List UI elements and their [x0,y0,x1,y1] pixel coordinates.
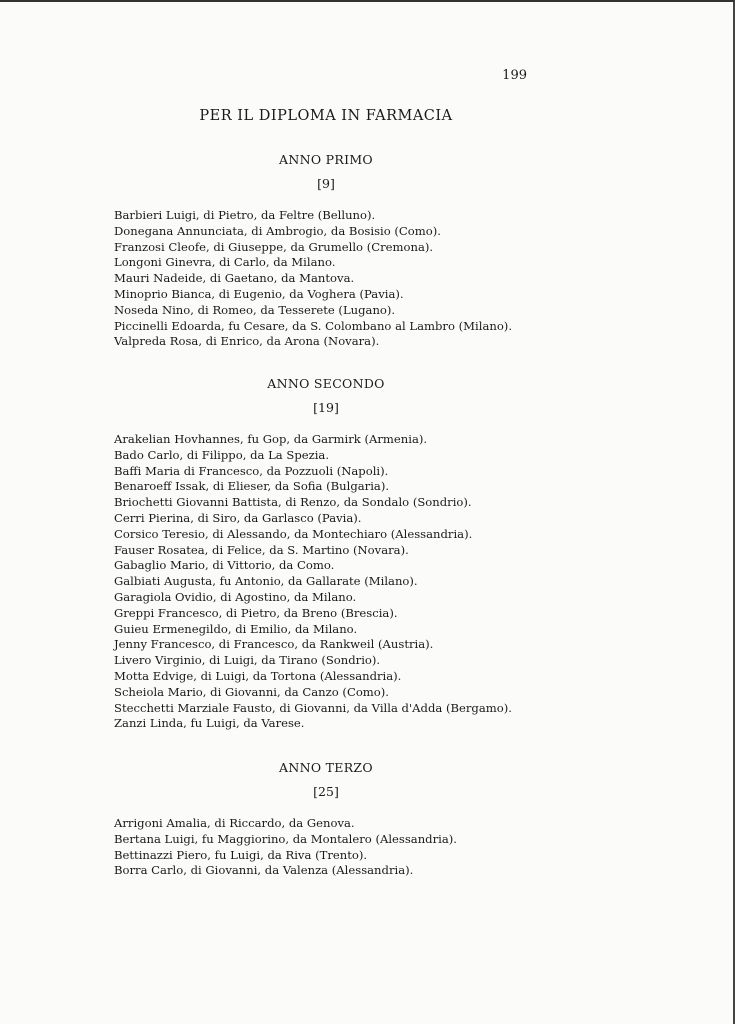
list-item: Jenny Francesco, di Francesco, da Rankweil (Austria). [114,637,434,652]
section-heading-anno-terzo: ANNO TERZO [279,760,373,775]
list-item: Greppi Francesco, di Pietro, da Breno (Brescia). [114,605,398,620]
list-item: Barbieri Luigi, di Pietro, da Feltre (Belluno). [114,208,376,222]
list-item: Borra Carlo, di Giovanni, da Valenza (Alessandria). [114,863,414,878]
list-item: Livero Virginio, di Luigi, da Tirano (Sondrio). [114,653,381,668]
list-item: Arrigoni Amalia, di Riccardo, da Genova. [114,816,355,830]
list-item: Baffi Maria di Francesco, da Pozzuoli (Napoli). [114,463,389,478]
list-item: Guieu Ermenegildo, di Emilio, da Milano. [114,621,358,636]
entry-list-anno-primo [114,208,512,350]
page-number: 199 [502,68,527,83]
list-item: Bertana Luigi, fu Maggiorino, da Montalero (Alessandria). [114,831,457,846]
list-item: Gabaglio Mario, di Vittorio, da Como. [114,558,335,573]
entry-list-anno-secondo [114,432,512,732]
page-title: PER IL DIPLOMA IN FARMACIA [199,108,453,124]
list-item: Corsico Teresio, di Alessando, da Montechiaro (Alessandria). [114,526,473,541]
entry-list-anno-terzo [114,816,457,879]
list-item: Benaroeff Issak, di Elieser, da Sofia (Bulgaria). [114,479,390,494]
section-heading-anno-primo: ANNO PRIMO [279,152,373,167]
list-item: Arakelian Hovhannes, fu Gop, da Garmirk (Armenia). [114,432,428,446]
section-count-anno-secondo: [19] [313,400,339,415]
section-heading-anno-secondo: ANNO SECONDO [267,376,385,391]
list-item: Motta Edvige, di Luigi, da Tortona (Alessandria). [114,668,402,683]
list-item: Bettinazzi Piero, fu Luigi, da Riva (Trento). [114,847,368,862]
list-item: Donegana Annunciata, di Ambrogio, da Bosisio (Como). [114,223,441,238]
list-item: Scheiola Mario, di Giovanni, da Canzo (Como). [114,684,389,699]
list-item: Minoprio Bianca, di Eugenio, da Voghera (Pavia). [114,286,404,301]
list-item: Piccinelli Edoarda, fu Cesare, da S. Colombano al Lambro (Milano). [114,318,513,333]
list-item: Zanzi Linda, fu Luigi, da Varese. [114,716,305,731]
list-item: Cerri Pierina, di Siro, da Garlasco (Pavia). [114,510,362,525]
list-item: Galbiati Augusta, fu Antonio, da Gallarate (Milano). [114,574,418,589]
list-item: Mauri Nadeide, di Gaetano, da Mantova. [114,271,355,286]
list-item: Franzosi Cleofe, di Giuseppe, da Grumello (Cremona). [114,239,434,254]
list-item: Briochetti Giovanni Battista, di Renzo, da Sondalo (Sondrio). [114,495,472,510]
section-count-anno-terzo: [25] [313,784,339,799]
list-item: Stecchetti Marziale Fausto, di Giovanni, da Villa d'Adda (Bergamo). [114,700,512,715]
list-item: Garagiola Ovidio, di Agostino, da Milano. [114,589,357,604]
list-item: Valpreda Rosa, di Enrico, da Arona (Novara). [114,334,380,349]
list-item: Longoni Ginevra, di Carlo, da Milano. [114,255,336,270]
list-item: Fauser Rosatea, di Felice, da S. Martino (Novara). [114,542,409,557]
list-item: Noseda Nino, di Romeo, da Tesserete (Lugano). [114,302,396,317]
section-count-anno-primo: [9] [317,176,335,191]
list-item: Bado Carlo, di Filippo, da La Spezia. [114,447,330,462]
